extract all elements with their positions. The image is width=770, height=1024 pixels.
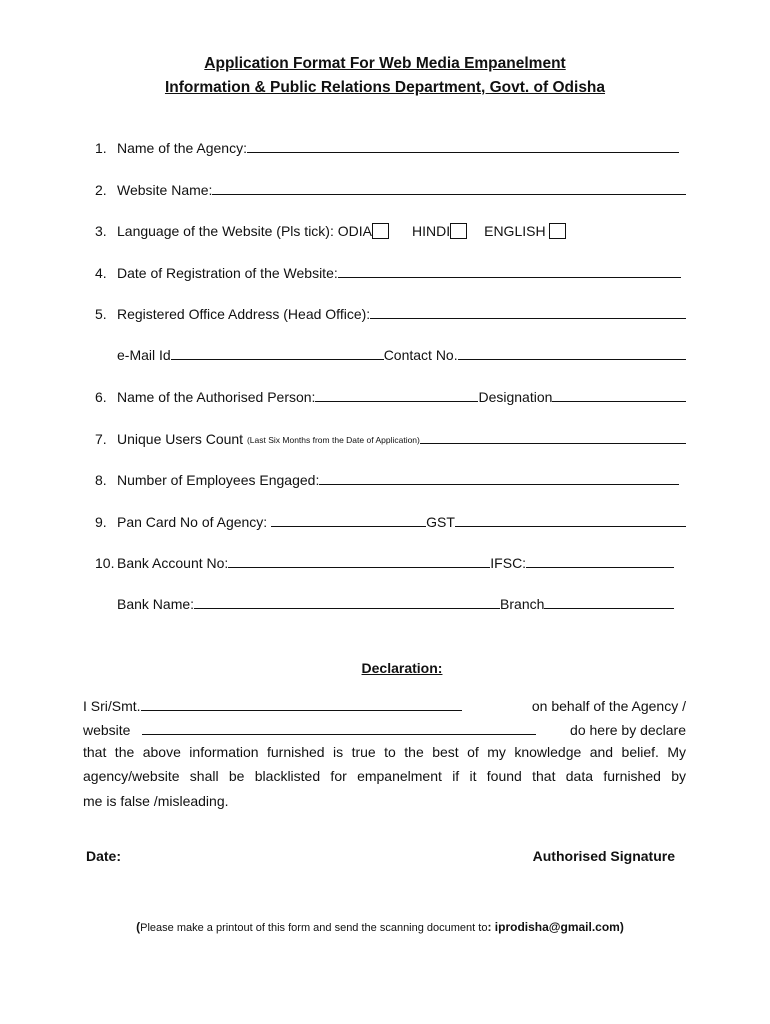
declarant-label: I Sri/Smt. [83,698,141,714]
field-label: Date of Registration of the Website: [117,265,338,281]
contact-email[interactable]: : iprodisha@gmail.com [487,920,620,934]
hindi-option-label: HINDI [411,223,451,239]
english-option-label: ENGLISH [484,223,546,239]
bank-account-blank[interactable] [228,567,490,568]
field-number: 7. [95,431,107,447]
field-number: 10. [95,555,115,571]
office-address-blank[interactable] [370,318,686,319]
gst-label: GST [426,514,455,530]
employees-blank[interactable] [319,484,679,485]
date-label: Date: [86,848,122,864]
designation-label: Designation [478,389,553,405]
field-number: 5. [95,306,107,322]
field-number: 1. [95,140,107,156]
field-website-name [95,178,686,198]
declaration-line-2 [83,718,686,738]
field-employees [95,468,686,488]
branch-blank[interactable] [544,608,674,609]
footer-note [0,920,760,934]
field-label: Language of the Website (Pls tick): ODIA [117,223,372,239]
website-label: website [83,722,131,738]
field-label: Website Name: [117,182,213,198]
declaration-website-blank[interactable] [142,734,536,735]
footer-instruction: Please make a printout of this form and send the scanning document to [140,922,488,934]
declaration-line-4: agency/website shall be blacklisted for empanelment if it found that data furnished by [83,768,686,784]
field-number: 6. [95,389,107,405]
footer-close-paren: ) [619,920,624,934]
authorised-person-blank[interactable] [315,401,478,402]
field-bank-account [95,551,686,571]
hindi-checkbox[interactable] [450,223,467,239]
unique-users-blank[interactable] [420,443,686,444]
odia-checkbox[interactable] [372,223,389,239]
form-title: Application Format For Web Media Empanelment [204,55,566,72]
field-office-address [95,302,686,322]
registration-date-blank[interactable] [338,277,681,278]
bank-name-label: Bank Name: [117,596,195,612]
field-authorised-person [95,385,686,405]
gst-blank[interactable] [455,526,686,527]
field-label: Number of Employees Engaged: [117,472,320,488]
english-checkbox[interactable] [549,223,566,239]
designation-blank[interactable] [552,401,686,402]
field-label: Pan Card No of Agency: [117,514,272,530]
pan-card-blank[interactable] [271,526,426,527]
field-label: Registered Office Address (Head Office): [117,306,371,322]
declaration-line-3: that the above information furnished is true to the best of my knowledge and belief. My [83,744,686,760]
ifsc-blank[interactable] [526,567,674,568]
agency-name-blank[interactable] [247,152,679,153]
field-number: 4. [95,265,107,281]
website-name-blank[interactable] [212,194,686,195]
field-number: 9. [95,514,107,530]
email-label: e-Mail Id [117,347,171,363]
field-unique-users [95,427,686,447]
field-label: Bank Account No: [117,555,229,571]
declaration-line-1 [83,694,686,714]
field-pan-gst [95,510,686,530]
field-registration-date [95,261,686,281]
contact-label: Contact No. [383,347,458,363]
field-label: Name of the Agency: [117,140,247,156]
department-subtitle: Information & Public Relations Department, Govt. of Odisha [164,79,606,96]
field-label: Name of the Authorised Person: [117,389,316,405]
email-blank[interactable] [171,359,384,360]
authorised-signature-label: Authorised Signature [532,848,675,864]
footer-open-paren: ( [136,920,141,934]
declarant-name-blank[interactable] [141,710,462,711]
field-label: Unique Users Count [117,431,247,447]
bank-name-blank[interactable] [194,608,500,609]
field-email-contact [117,343,686,363]
declaration-text: do here by declare [570,722,686,738]
field-number: 8. [95,472,107,488]
unique-users-note: (Last Six Months from the Date of Application) [246,435,420,445]
field-website-language [95,219,686,239]
ifsc-label: IFSC: [490,555,527,571]
declaration-text: on behalf of the Agency / [531,698,686,714]
field-bank-branch [117,592,686,612]
field-number: 2. [95,182,107,198]
contact-number-blank[interactable] [458,359,686,360]
declaration-heading: Declaration: [361,660,443,676]
declaration-line-5: me is false /misleading. [83,793,229,809]
field-number: 3. [95,223,107,239]
field-agency-name [95,136,686,156]
branch-label: Branch [500,596,545,612]
